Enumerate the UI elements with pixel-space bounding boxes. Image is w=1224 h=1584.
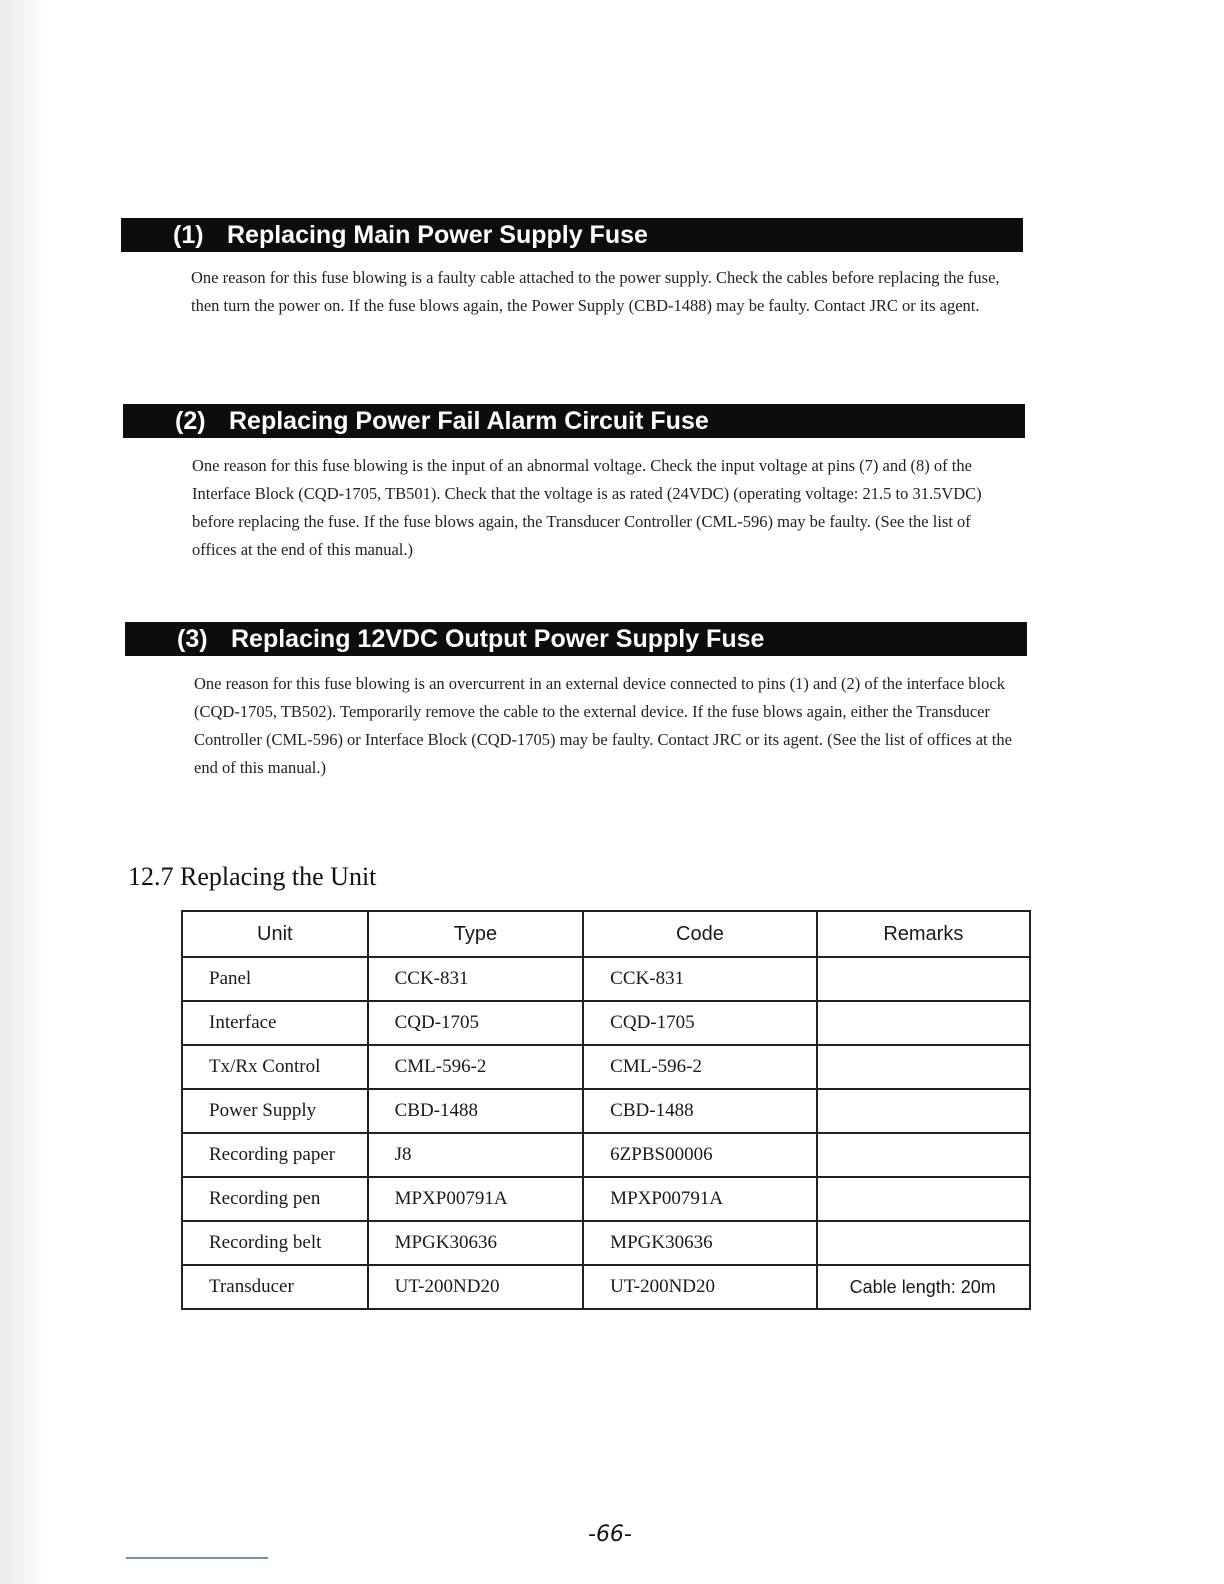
cell-type: MPGK30636 [368, 1221, 584, 1265]
section-1-body: One reason for this fuse blowing is a faulty cable attached to the power supply. Check the cables before replacing the fuse, then turn the power on. If the fuse blows again, the Power Supply (CBD-1488) may be faulty. Contact JRC or its agent. [191, 268, 1000, 315]
cell-code: CML-596-2 [583, 1045, 816, 1089]
cell-type: J8 [368, 1133, 584, 1177]
table-row [182, 1221, 1030, 1265]
table-row [182, 1089, 1030, 1133]
cell-code: UT-200ND20 [583, 1265, 816, 1309]
section-2-title: Replacing Power Fail Alarm Circuit Fuse [229, 407, 709, 435]
cell-remarks [817, 1133, 1030, 1177]
section-1-title: Replacing Main Power Supply Fuse [227, 221, 648, 249]
cell-unit: Recording belt [182, 1221, 368, 1265]
section-3-body: One reason for this fuse blowing is an overcurrent in an external device connected to pins (1) and (2) of the interface block (CQD-1705, TB502). Temporarily remove the cable to the external device. If the fuse blows again, either the Transducer Controller (CML-596) or Interface Block (CQD-1705) may be faulty. Contact JRC or its agent. (See the list of offices at the end of this manual.) [194, 674, 1012, 777]
footer-rule [126, 1557, 268, 1559]
table-header-row [182, 911, 1030, 957]
cell-type: CML-596-2 [368, 1045, 584, 1089]
section-2-body: One reason for this fuse blowing is the input of an abnormal voltage. Check the input voltage at pins (7) and (8) of the Interface Block (CQD-1705, TB501). Check that the voltage is as rated (24VDC) (operating voltage: 21.5 to 31.5VDC) before replacing the fuse. If the fuse blows again, the Transducer Controller (CML-596) may be faulty. (See the list of offices at the end of this manual.) [192, 456, 982, 559]
table-row [182, 1001, 1030, 1045]
cell-remarks [817, 1045, 1030, 1089]
cell-unit: Transducer [182, 1265, 368, 1309]
cell-type: CCK-831 [368, 957, 584, 1001]
cell-unit: Recording pen [182, 1177, 368, 1221]
cell-type: UT-200ND20 [368, 1265, 584, 1309]
cell-type: CQD-1705 [368, 1001, 584, 1045]
section-3-number: (3) [177, 625, 208, 653]
section-2-header [123, 404, 1025, 438]
cell-remarks [817, 957, 1030, 1001]
cell-code: CCK-831 [583, 957, 816, 1001]
page-number: -66- [588, 1522, 632, 1547]
table-row [182, 1177, 1030, 1221]
cell-unit: Recording paper [182, 1133, 368, 1177]
table-row [182, 1265, 1030, 1309]
cell-code: CBD-1488 [583, 1089, 816, 1133]
cell-type: CBD-1488 [368, 1089, 584, 1133]
cell-code: MPGK30636 [583, 1221, 816, 1265]
cell-remarks [817, 1177, 1030, 1221]
cell-unit: Interface [182, 1001, 368, 1045]
cell-unit: Power Supply [182, 1089, 368, 1133]
section-2-number: (2) [175, 407, 206, 435]
section-3-title: Replacing 12VDC Output Power Supply Fuse [231, 625, 765, 653]
table-row [182, 1133, 1030, 1177]
cell-remarks [817, 1221, 1030, 1265]
section-1-header [121, 218, 1023, 252]
table-row [182, 957, 1030, 1001]
column-header-remarks: Remarks [817, 911, 1030, 957]
cell-type: MPXP00791A [368, 1177, 584, 1221]
cell-code: MPXP00791A [583, 1177, 816, 1221]
cell-remarks [817, 1001, 1030, 1045]
scan-edge-shadow [0, 0, 48, 1584]
table-row [182, 1045, 1030, 1089]
column-header-unit: Unit [182, 911, 368, 957]
section-3-header [125, 622, 1027, 656]
cell-unit: Panel [182, 957, 368, 1001]
cell-remarks: Cable length: 20m [817, 1265, 1030, 1309]
unit-section-heading: 12.7 Replacing the Unit [128, 862, 377, 891]
cell-unit: Tx/Rx Control [182, 1045, 368, 1089]
unit-table [181, 910, 1031, 1310]
column-header-code: Code [583, 911, 816, 957]
cell-remarks [817, 1089, 1030, 1133]
cell-code: 6ZPBS00006 [583, 1133, 816, 1177]
column-header-type: Type [368, 911, 584, 957]
section-1-number: (1) [173, 221, 204, 249]
cell-code: CQD-1705 [583, 1001, 816, 1045]
